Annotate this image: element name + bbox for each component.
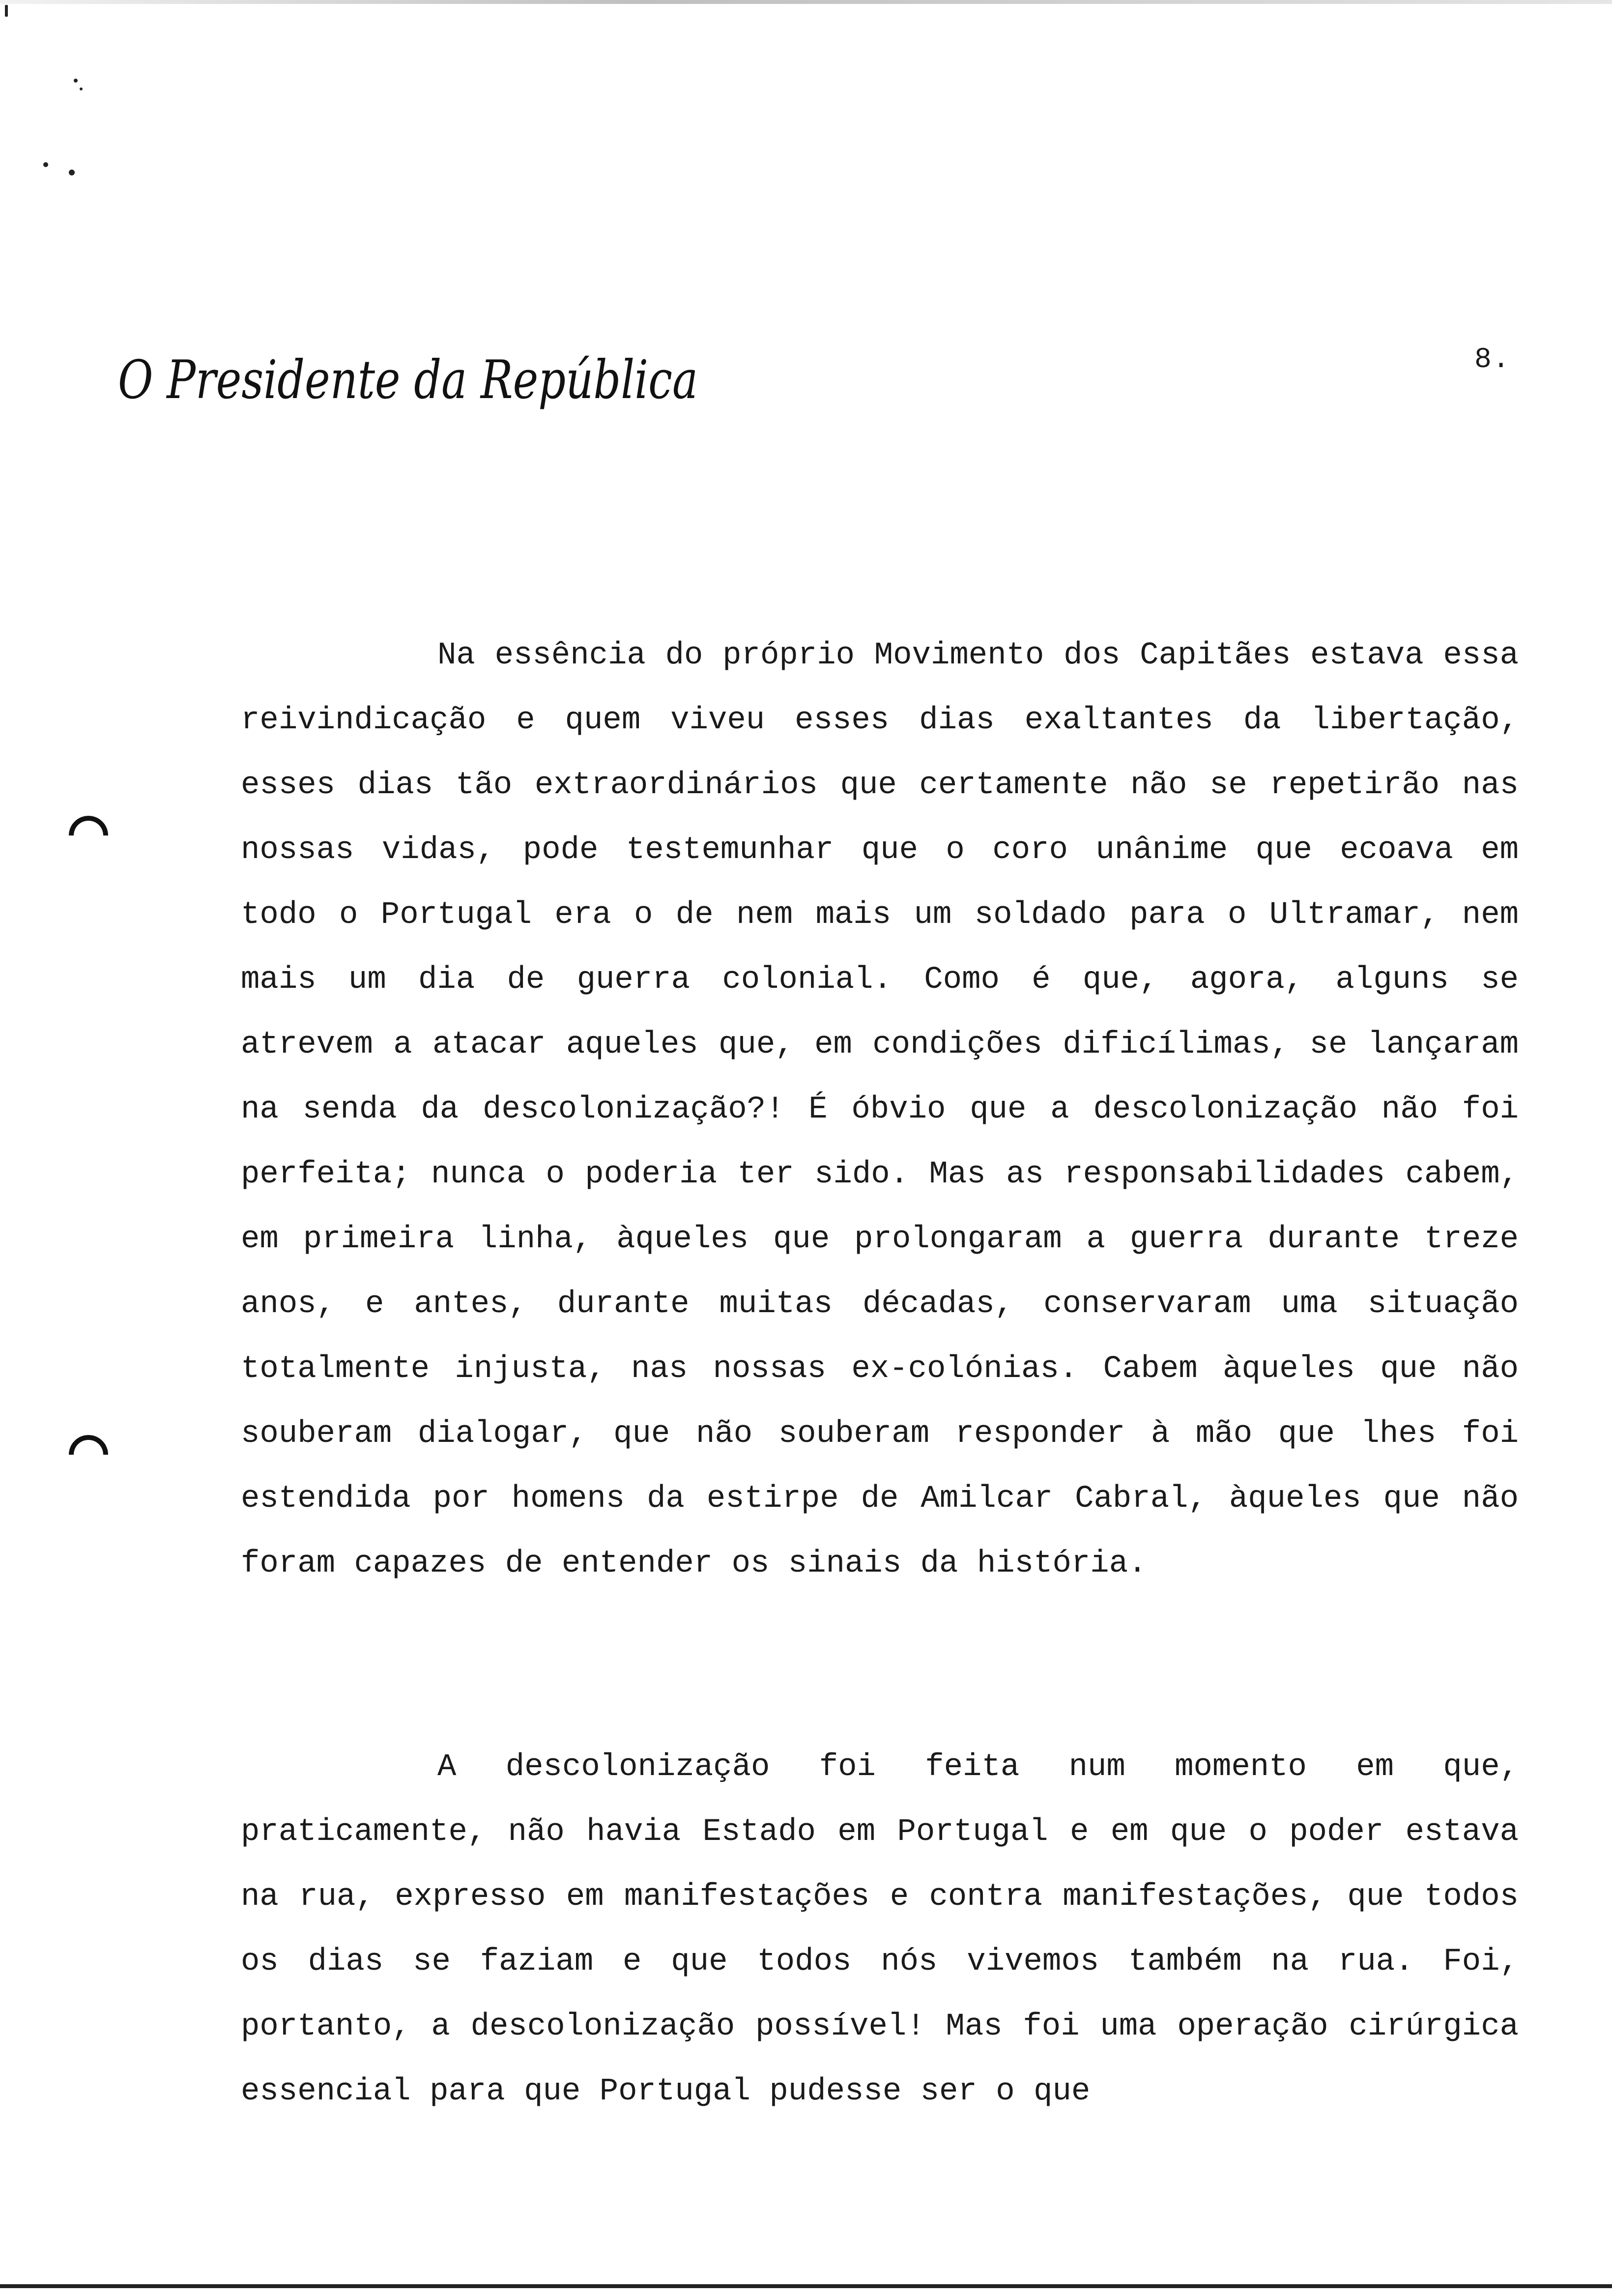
scan-speck	[43, 162, 48, 167]
scan-speck	[80, 87, 83, 90]
svg-text:O Presidente da República: O Presidente da República	[118, 349, 698, 411]
scan-speck	[74, 79, 78, 83]
scan-speck	[5, 5, 8, 17]
scan-edge-bottom	[0, 2284, 1612, 2288]
scan-edge-top	[0, 0, 1612, 4]
page-number: 8.	[1474, 344, 1511, 376]
punch-hole	[60, 807, 116, 863]
body-paragraph-2: A descolonização foi feita num momento em que, praticamente, não havia Estado em Portugal e em que o poder estava na rua, expresso em manifestações e contra manifestações, que todos os dias se faziam e que todos nós vivemos também na rua. Foi, portanto, a descolonização possível! Mas foi uma operação cirúrgica essencial para que Portugal pudesse ser o que	[241, 1750, 1519, 2109]
letterhead-script-logo	[113, 339, 703, 428]
body-paragraph-1: Na essência do próprio Movimento dos Capitães estava essa reivindicação e quem viveu esses dias exaltantes da libertação, esses dias tão extraordinários que certamente não se repetirão nas nossas vidas, pode testemunhar que o coro unânime que ecoava em todo o Portugal era o de nem mais um soldado para o Ultramar, nem mais um dia de guerra colonial. Como é que, agora, alguns se atrevem a atacar aqueles que, em condições dificílimas, se lançaram na senda da descolonização?! É óbvio que a descolonização não foi perfeita; nunca o poderia ter sido. Mas as responsabilidades cabem, em primeira linha, àqueles que prolongaram a guerra durante treze anos, e antes, durante muitas décadas, conservaram uma situação totalmente injusta, nas nossas ex-colónias. Cabem àqueles que não souberam dialogar, que não souberam responder à mão que lhes foi estendida por homens da estirpe de Amilcar Cabral, àqueles que não foram capazes de entender os sinais da história.	[241, 638, 1519, 1581]
punch-hole	[60, 1427, 116, 1482]
scan-speck	[69, 170, 75, 175]
